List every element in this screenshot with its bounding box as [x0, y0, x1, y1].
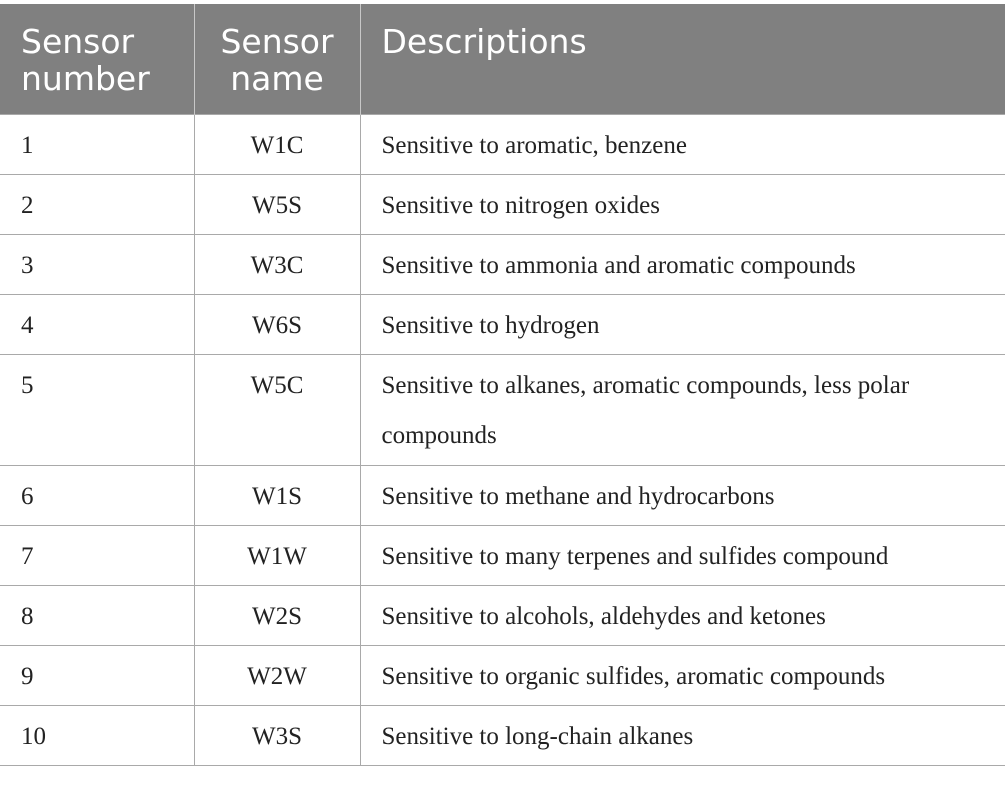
table-row [0, 706, 1005, 766]
header-descriptions [360, 4, 1005, 115]
table-row [0, 175, 1005, 235]
sensor-description-cell [360, 646, 1005, 706]
table-body [0, 115, 1005, 766]
sensor-name: W1W [247, 543, 307, 570]
sensor-number-cell [0, 526, 194, 586]
sensor-name-cell [194, 706, 360, 766]
table-row [0, 115, 1005, 175]
sensor-description: Sensitive to nitrogen oxides [381, 192, 660, 219]
sensor-number-cell [0, 175, 194, 235]
sensor-number-cell [0, 115, 194, 175]
sensor-description-cell [360, 235, 1005, 295]
table-header [0, 4, 1005, 115]
header-sensor-name-label: Sensor name [220, 22, 334, 98]
sensor-description-cell [360, 355, 1005, 466]
sensor-name-cell [194, 646, 360, 706]
sensor-name-cell [194, 466, 360, 526]
table-row [0, 586, 1005, 646]
sensor-description-cell [360, 586, 1005, 646]
table-row [0, 235, 1005, 295]
header-sensor-number-label: Sensor number [21, 22, 150, 98]
sensor-description-cell [360, 295, 1005, 355]
header-sensor-name [194, 4, 360, 115]
sensor-name-cell [194, 295, 360, 355]
sensor-description: Sensitive to many terpenes and sulfides compound [381, 543, 889, 570]
sensor-number-cell [0, 706, 194, 766]
sensor-description: Sensitive to long-chain alkanes [381, 723, 694, 750]
sensor-number: 2 [21, 192, 34, 219]
sensor-name-cell [194, 175, 360, 235]
sensor-name-cell [194, 586, 360, 646]
sensor-name-cell [194, 115, 360, 175]
sensor-description-cell [360, 466, 1005, 526]
sensor-description-cell [360, 706, 1005, 766]
sensor-number-cell [0, 646, 194, 706]
table-row [0, 355, 1005, 466]
sensor-description: Sensitive to hydrogen [381, 312, 600, 339]
table-row [0, 526, 1005, 586]
table-row [0, 646, 1005, 706]
sensor-name-cell [194, 235, 360, 295]
table-row [0, 295, 1005, 355]
sensor-number-cell [0, 295, 194, 355]
sensor-description-cell [360, 526, 1005, 586]
sensor-number: 8 [21, 603, 34, 630]
sensor-description-cell [360, 175, 1005, 235]
sensor-number-cell [0, 586, 194, 646]
sensor-description: Sensitive to aromatic, benzene [381, 132, 687, 159]
sensor-description: Sensitive to alcohols, aldehydes and ketones [381, 603, 826, 630]
sensor-description: Sensitive to ammonia and aromatic compounds [381, 252, 856, 279]
sensor-number: 3 [21, 252, 34, 279]
sensor-name: W2W [247, 663, 307, 690]
sensor-description: Sensitive to organic sulfides, aromatic compounds [381, 663, 886, 690]
sensor-name-cell [194, 526, 360, 586]
sensor-table [0, 4, 1005, 766]
sensor-number: 7 [21, 543, 34, 570]
sensor-number: 1 [21, 132, 34, 159]
sensor-number-cell [0, 235, 194, 295]
sensor-number: 9 [21, 663, 34, 690]
sensor-name: W1S [252, 483, 302, 510]
sensor-name: W2S [252, 603, 302, 630]
sensor-number-cell [0, 355, 194, 466]
sensor-number-cell [0, 466, 194, 526]
sensor-description-cell [360, 115, 1005, 175]
sensor-number: 6 [21, 483, 34, 510]
header-descriptions-label: Descriptions [381, 22, 587, 61]
sensor-number: 10 [21, 723, 46, 750]
sensor-number: 4 [21, 312, 34, 339]
table-row [0, 466, 1005, 526]
sensor-number: 5 [21, 372, 34, 399]
sensor-description: Sensitive to methane and hydrocarbons [381, 483, 775, 510]
sensor-name: W3S [252, 723, 302, 750]
sensor-name: W6S [252, 312, 302, 339]
sensor-name-cell [194, 355, 360, 466]
sensor-name: W5S [252, 192, 302, 219]
sensor-name: W5C [250, 372, 304, 399]
sensor-name: W1C [250, 132, 304, 159]
sensor-description: Sensitive to alkanes, aromatic compounds, less polar compounds [381, 372, 910, 449]
header-sensor-number [0, 4, 194, 115]
header-row [0, 4, 1005, 115]
sensor-name: W3C [250, 252, 304, 279]
